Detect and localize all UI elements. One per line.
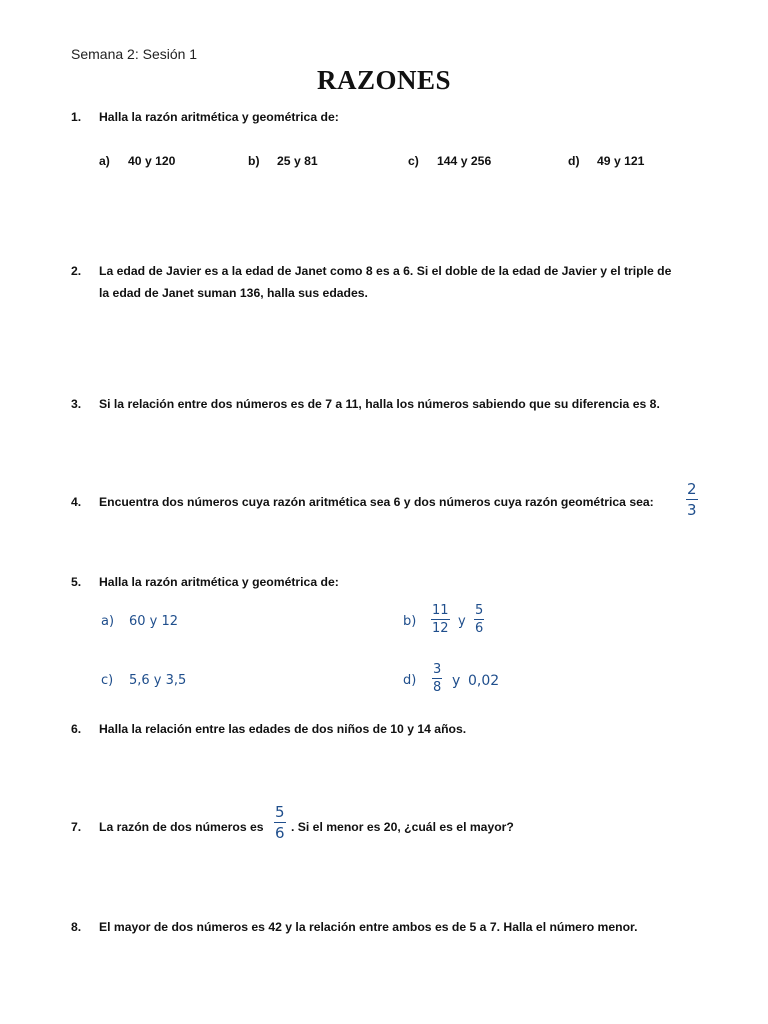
option-label: c) [408,154,419,168]
question-number: 3. [71,397,82,411]
question-number: 4. [71,495,82,509]
conjunction: y [452,673,461,689]
fraction-numerator: 11 [432,603,449,618]
question-text: Halla la relación entre las edades de dos niños de 10 y 14 años. [99,722,467,736]
fraction-denominator: 6 [475,621,484,636]
question-text: Si la relación entre dos números es de 7 a 11, halla los números sabiendo que su diferencia es 8. [99,397,660,411]
fraction-denominator: 8 [433,680,442,695]
fraction-numerator: 5 [475,603,484,618]
page-title: RAZONES [316,65,452,95]
question-number: 7. [71,820,82,834]
option-value: 60 y 12 [129,614,179,629]
question-text-line-2: la edad de Janet suman 136, halla sus edades. [99,286,368,300]
option-value: 40 y 120 [128,154,176,168]
fraction-numerator: 3 [433,662,442,677]
option-label: b) [248,154,260,168]
question-number: 6. [71,722,82,736]
fraction-denominator: 3 [687,501,697,519]
fraction-five-sixths [274,803,286,842]
fraction-five-sixths [474,603,484,636]
fraction-denominator: 12 [432,621,449,636]
option-label: d) [403,673,417,688]
fraction-numerator: 5 [275,803,285,821]
option-value: 0,02 [468,673,500,689]
option-label: c) [101,673,114,688]
question-number: 1. [71,110,82,124]
session-header: Semana 2: Sesión 1 [71,46,198,62]
option-label: d) [568,154,580,168]
question-text-line-1: La edad de Javier es a la edad de Janet como 8 es a 6. Si el doble de la edad de Javier y el triple de [99,264,672,278]
question-text: Encuentra dos números cuya razón aritmética sea 6 y dos números cuya razón geométrica sea: [99,495,654,509]
question-text: Halla la razón aritmética y geométrica de: [99,110,339,124]
option-label: b) [403,614,417,629]
option-label: a) [99,154,110,168]
question-text: Halla la razón aritmética y geométrica de: [99,575,339,589]
fraction-numerator: 2 [687,480,697,498]
question-text-before: La razón de dos números es [99,820,264,834]
fraction-denominator: 6 [275,824,285,842]
option-value: 5,6 y 3,5 [129,673,187,688]
question-text: El mayor de dos números es 42 y la relación entre ambos es de 5 a 7. Halla el número menor. [99,920,638,934]
fraction-eleven-twelfths [431,603,450,636]
question-number: 2. [71,264,82,278]
option-value: 49 y 121 [597,154,645,168]
conjunction: y [458,614,466,629]
question-number: 8. [71,920,82,934]
question-text-after: . Si el menor es 20, ¿cuál es el mayor? [291,820,514,834]
fraction-two-thirds [686,480,698,519]
option-value: 144 y 256 [437,154,492,168]
option-value: 25 y 81 [277,154,318,168]
question-number: 5. [71,575,82,589]
fraction-three-eighths [432,662,442,695]
option-label: a) [101,614,115,629]
